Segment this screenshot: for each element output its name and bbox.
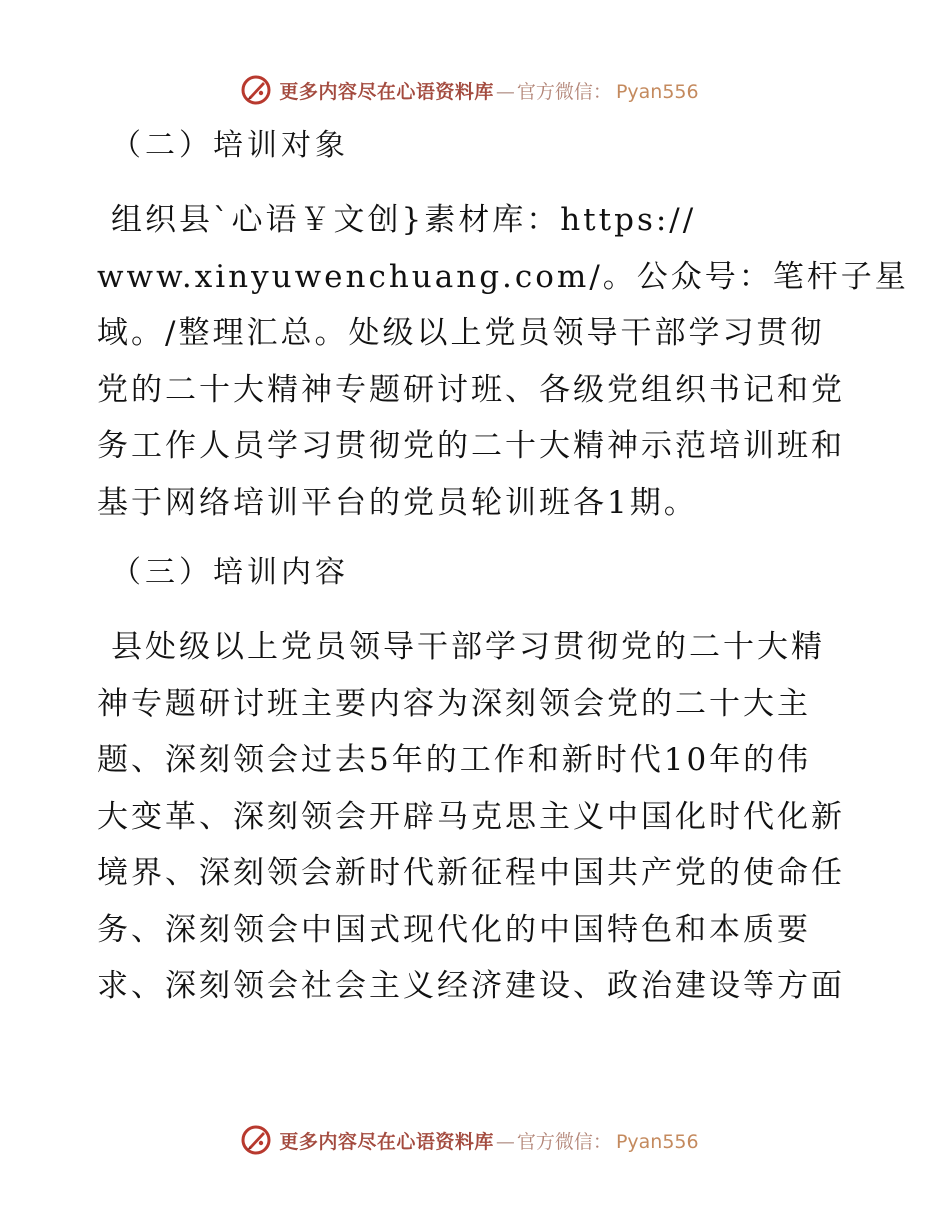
watermark-main-text: 更多内容尽在心语资料库 xyxy=(279,80,494,103)
paragraph-line: 题、深刻领会过去5年的工作和新时代10年的伟 xyxy=(97,742,812,778)
paragraph-line: 大变革、深刻领会开辟马克思主义中国化时代化新 xyxy=(97,798,845,835)
quill-logo-icon xyxy=(239,73,273,107)
watermark-text xyxy=(279,77,698,104)
paragraph-line: 求、深刻领会社会主义经济建设、政治建设等方面 xyxy=(97,968,845,1004)
watermark-text xyxy=(279,1127,698,1154)
watermark-separator: — xyxy=(495,80,515,103)
paragraph-line: 县处级以上党员领导干部学习贯彻党的二十大精 xyxy=(111,629,825,665)
section-heading-training-targets: （二）培训对象 xyxy=(111,128,349,163)
paragraph-line: 境界、深刻领会新时代新征程中国共产党的使命任 xyxy=(97,855,845,891)
spacer xyxy=(97,531,857,545)
paragraph-line: 基于网络培训平台的党员轮训班各1期。 xyxy=(97,484,698,521)
footer-watermark xyxy=(0,1120,950,1160)
watermark-group xyxy=(239,1123,698,1157)
header-watermark xyxy=(0,70,950,110)
watermark-handle: Pyan556 xyxy=(615,1130,699,1153)
spacer xyxy=(97,174,857,192)
watermark-handle: Pyan556 xyxy=(615,80,699,103)
paragraph-line: 务工作人员学习贯彻党的二十大精神示范培训班和 xyxy=(97,428,845,464)
paragraph-line: 域。/整理汇总。处级以上党员领导干部学习贯彻 xyxy=(97,315,825,351)
paragraph-line: 务、深刻领会中国式现代化的中国特色和本质要 xyxy=(97,911,811,948)
document-body xyxy=(97,118,909,1015)
paragraph-line: 神专题研讨班主要内容为深刻领会党的二十大主 xyxy=(97,685,811,722)
paragraph-training-targets xyxy=(97,192,909,531)
paragraph-line: 组织县`心语￥文创}素材库：https:// xyxy=(111,202,697,238)
watermark-sub-text: 官方微信： xyxy=(516,80,612,103)
spacer xyxy=(97,601,857,619)
watermark-group xyxy=(239,73,698,107)
paragraph-line: 党的二十大精神专题研讨班、各级党组织书记和党 xyxy=(97,371,845,408)
paragraph-training-content xyxy=(97,619,857,1015)
paragraph-line: www.xinyuwenchuang.com/。公众号：笔杆子星 xyxy=(97,258,909,295)
quill-logo-icon xyxy=(239,1123,273,1157)
watermark-main-text: 更多内容尽在心语资料库 xyxy=(279,1130,494,1153)
watermark-sub-text: 官方微信： xyxy=(516,1130,612,1153)
watermark-separator: — xyxy=(495,1130,515,1153)
section-heading-training-content: （三）培训内容 xyxy=(111,555,349,590)
